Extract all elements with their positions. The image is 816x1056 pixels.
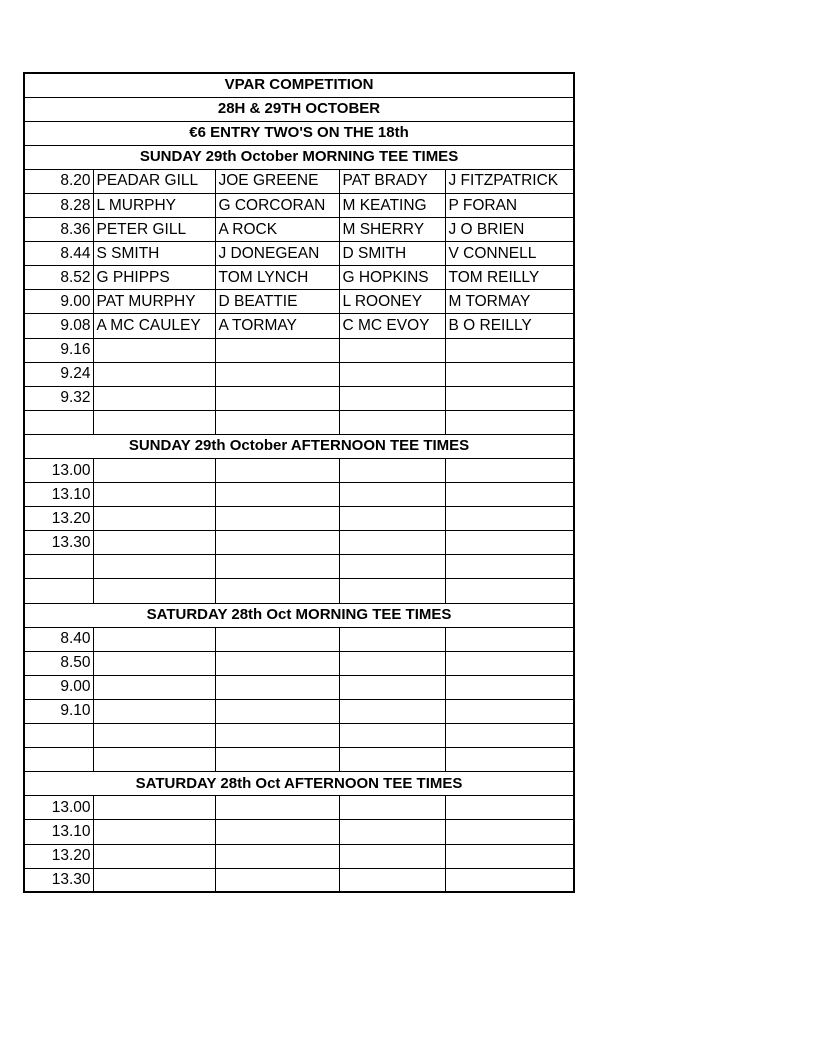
player-cell [93, 531, 215, 555]
tee-times-table [23, 72, 575, 893]
player-cell: A ROCK [215, 218, 339, 242]
player-cell [339, 386, 445, 410]
player-cell [93, 579, 215, 603]
player-cell [93, 459, 215, 483]
player-cell [445, 459, 574, 483]
player-cell: C MC EVOY [339, 314, 445, 338]
player-cell [215, 820, 339, 844]
player-cell: PAT BRADY [339, 169, 445, 193]
player-cell [93, 820, 215, 844]
tee-time-cell [24, 748, 93, 772]
player-cell: PAT MURPHY [93, 290, 215, 314]
player-cell [215, 579, 339, 603]
player-cell [339, 483, 445, 507]
tee-time-cell: 9.00 [24, 675, 93, 699]
player-cell: G HOPKINS [339, 266, 445, 290]
player-cell: J FITZPATRICK [445, 169, 574, 193]
player-cell [93, 675, 215, 699]
tee-time-row [24, 724, 574, 748]
player-cell: B O REILLY [445, 314, 574, 338]
player-cell [93, 627, 215, 651]
entry-row [24, 121, 574, 145]
player-cell [93, 796, 215, 820]
player-cell [445, 748, 574, 772]
player-cell: M TORMAY [445, 290, 574, 314]
player-cell: A MC CAULEY [93, 314, 215, 338]
tee-time-row [24, 844, 574, 868]
player-cell [445, 724, 574, 748]
tee-time-cell: 13.00 [24, 796, 93, 820]
player-cell: L MURPHY [93, 193, 215, 217]
player-cell: D BEATTIE [215, 290, 339, 314]
tee-time-cell: 8.52 [24, 266, 93, 290]
tee-time-cell: 8.44 [24, 242, 93, 266]
tee-time-cell: 13.20 [24, 507, 93, 531]
player-cell [445, 579, 574, 603]
section-heading-row [24, 145, 574, 169]
player-cell: J DONEGEAN [215, 242, 339, 266]
player-cell [339, 531, 445, 555]
tee-time-row [24, 748, 574, 772]
player-cell [93, 410, 215, 434]
player-cell [445, 627, 574, 651]
player-cell [215, 362, 339, 386]
tee-time-cell: 8.36 [24, 218, 93, 242]
player-cell: P FORAN [445, 193, 574, 217]
tee-time-row [24, 555, 574, 579]
player-cell: JOE GREENE [215, 169, 339, 193]
player-cell [445, 483, 574, 507]
tee-time-cell [24, 724, 93, 748]
player-cell [339, 555, 445, 579]
player-cell [215, 483, 339, 507]
player-cell [445, 531, 574, 555]
tee-time-cell: 13.30 [24, 868, 93, 892]
player-cell [215, 651, 339, 675]
tee-time-row [24, 386, 574, 410]
player-cell: G CORCORAN [215, 193, 339, 217]
section-heading: SUNDAY 29th October AFTERNOON TEE TIMES [24, 434, 574, 458]
player-cell [215, 844, 339, 868]
player-cell: L ROONEY [339, 290, 445, 314]
section-heading-row [24, 772, 574, 796]
tee-time-row [24, 242, 574, 266]
tee-time-row [24, 290, 574, 314]
section-heading-row [24, 434, 574, 458]
player-cell [93, 844, 215, 868]
section-heading: SUNDAY 29th October MORNING TEE TIMES [24, 145, 574, 169]
competition-dates: 28H & 29TH OCTOBER [24, 97, 574, 121]
player-cell [215, 675, 339, 699]
player-cell [445, 868, 574, 892]
tee-time-row [24, 796, 574, 820]
player-cell [215, 724, 339, 748]
player-cell [215, 386, 339, 410]
player-cell [93, 507, 215, 531]
tee-time-row [24, 507, 574, 531]
tee-time-cell: 9.00 [24, 290, 93, 314]
player-cell [93, 483, 215, 507]
player-cell [215, 459, 339, 483]
player-cell [445, 507, 574, 531]
tee-time-row [24, 483, 574, 507]
player-cell [93, 651, 215, 675]
tee-time-cell: 9.10 [24, 699, 93, 723]
tee-time-cell: 9.24 [24, 362, 93, 386]
tee-time-row [24, 627, 574, 651]
player-cell [445, 675, 574, 699]
player-cell [339, 459, 445, 483]
player-cell [339, 699, 445, 723]
player-cell [445, 338, 574, 362]
player-cell [339, 844, 445, 868]
tee-time-row [24, 579, 574, 603]
player-cell [215, 410, 339, 434]
tee-time-cell: 9.08 [24, 314, 93, 338]
player-cell [93, 386, 215, 410]
player-cell [339, 579, 445, 603]
player-cell: S SMITH [93, 242, 215, 266]
tee-time-row [24, 266, 574, 290]
tee-time-row [24, 459, 574, 483]
player-cell: PEADAR GILL [93, 169, 215, 193]
player-cell [339, 868, 445, 892]
player-cell [339, 724, 445, 748]
tee-time-row [24, 314, 574, 338]
tee-time-row [24, 193, 574, 217]
player-cell: TOM LYNCH [215, 266, 339, 290]
player-cell [339, 675, 445, 699]
player-cell: V CONNELL [445, 242, 574, 266]
player-cell [93, 724, 215, 748]
tee-time-cell: 13.20 [24, 844, 93, 868]
player-cell [339, 748, 445, 772]
tee-time-cell: 8.20 [24, 169, 93, 193]
player-cell [93, 699, 215, 723]
tee-time-row [24, 699, 574, 723]
tee-time-row [24, 531, 574, 555]
tee-time-cell: 8.28 [24, 193, 93, 217]
title-row [24, 73, 574, 97]
player-cell: A TORMAY [215, 314, 339, 338]
player-cell: PETER GILL [93, 218, 215, 242]
player-cell [215, 868, 339, 892]
tee-time-cell: 9.32 [24, 386, 93, 410]
player-cell [215, 531, 339, 555]
section-heading-row [24, 603, 574, 627]
tee-time-row [24, 218, 574, 242]
player-cell: M SHERRY [339, 218, 445, 242]
tee-time-cell: 13.00 [24, 459, 93, 483]
tee-time-cell: 13.10 [24, 820, 93, 844]
player-cell: TOM REILLY [445, 266, 574, 290]
tee-time-cell [24, 410, 93, 434]
player-cell [445, 651, 574, 675]
player-cell [445, 410, 574, 434]
player-cell [215, 338, 339, 362]
tee-time-row [24, 169, 574, 193]
player-cell [339, 338, 445, 362]
tee-time-row [24, 651, 574, 675]
player-cell [93, 555, 215, 579]
tee-time-row [24, 820, 574, 844]
player-cell [339, 362, 445, 386]
dates-row [24, 97, 574, 121]
player-cell: G PHIPPS [93, 266, 215, 290]
player-cell [93, 868, 215, 892]
player-cell [445, 844, 574, 868]
player-cell [215, 627, 339, 651]
player-cell [445, 362, 574, 386]
section-heading: SATURDAY 28th Oct MORNING TEE TIMES [24, 603, 574, 627]
tee-time-cell: 8.50 [24, 651, 93, 675]
section-heading: SATURDAY 28th Oct AFTERNOON TEE TIMES [24, 772, 574, 796]
player-cell [445, 699, 574, 723]
tee-time-cell: 13.10 [24, 483, 93, 507]
tee-time-cell [24, 579, 93, 603]
player-cell [339, 410, 445, 434]
entry-info: €6 ENTRY TWO'S ON THE 18th [24, 121, 574, 145]
player-cell [339, 796, 445, 820]
player-cell: M KEATING [339, 193, 445, 217]
player-cell: J O BRIEN [445, 218, 574, 242]
tee-time-row [24, 868, 574, 892]
tee-time-cell: 9.16 [24, 338, 93, 362]
tee-time-cell [24, 555, 93, 579]
player-cell [445, 796, 574, 820]
player-cell [93, 362, 215, 386]
tee-time-row [24, 410, 574, 434]
tee-time-row [24, 675, 574, 699]
player-cell [339, 507, 445, 531]
player-cell [215, 699, 339, 723]
player-cell [93, 338, 215, 362]
player-cell [93, 748, 215, 772]
tee-time-cell: 13.30 [24, 531, 93, 555]
player-cell [445, 555, 574, 579]
player-cell [339, 651, 445, 675]
player-cell [215, 796, 339, 820]
player-cell: D SMITH [339, 242, 445, 266]
player-cell [445, 820, 574, 844]
player-cell [339, 627, 445, 651]
tee-time-row [24, 338, 574, 362]
competition-title: VPAR COMPETITION [24, 73, 574, 97]
tee-time-cell: 8.40 [24, 627, 93, 651]
tee-time-row [24, 362, 574, 386]
player-cell [215, 555, 339, 579]
player-cell [215, 748, 339, 772]
player-cell [215, 507, 339, 531]
player-cell [339, 820, 445, 844]
player-cell [445, 386, 574, 410]
